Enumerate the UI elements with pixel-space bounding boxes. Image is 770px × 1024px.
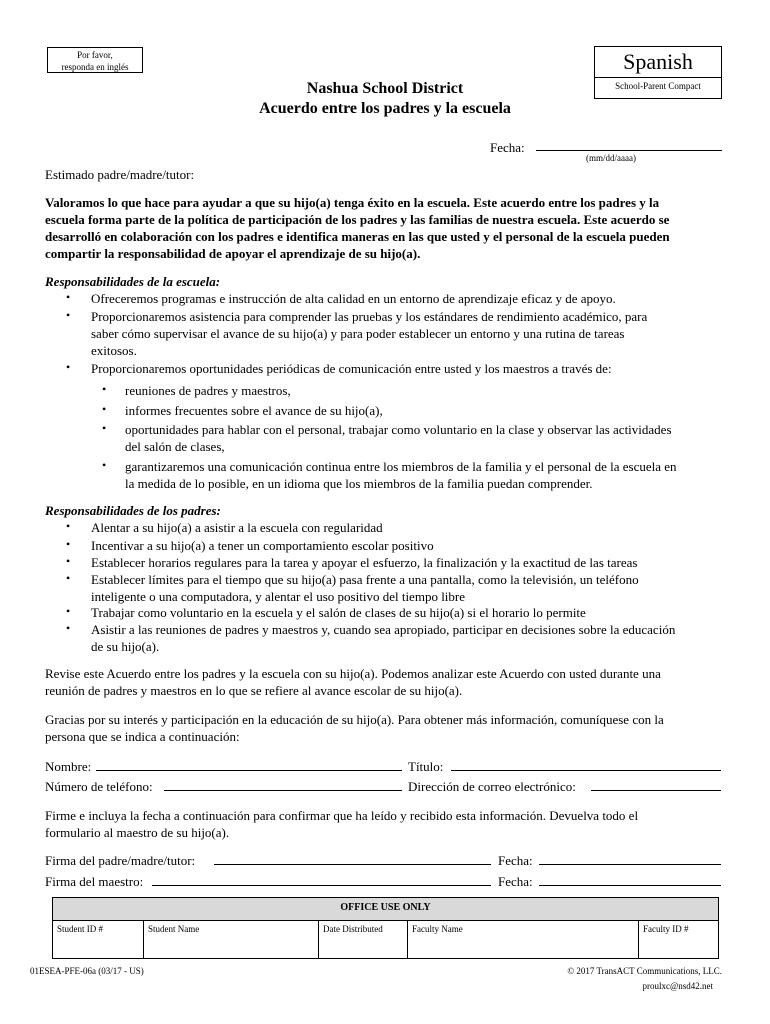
paragraph-line: formulario al maestro de su hijo(a).: [45, 825, 230, 840]
date-format-hint: (mm/dd/aaaa): [586, 153, 636, 163]
review-paragraph: [45, 665, 661, 699]
bullet-icon: •: [66, 621, 71, 635]
faculty-name-cell[interactable]: Faculty Name: [408, 921, 639, 959]
student-name-cell[interactable]: Student Name: [144, 921, 319, 959]
parent-item: [91, 571, 639, 605]
compact-type-label: School-Parent Compact: [615, 81, 701, 91]
name-field[interactable]: [96, 757, 402, 771]
phone-field[interactable]: [164, 777, 402, 791]
item-line: garantizaremos una comunicación continua entre los miembros de la familia y el personal de la escuela en: [125, 459, 677, 474]
bullet-icon: •: [66, 537, 71, 551]
copyright: © 2017 TransACT Communications, LLC.: [567, 966, 722, 976]
bullet-icon: •: [66, 554, 71, 568]
date-label: Fecha:: [490, 140, 525, 155]
parent-date-label: Fecha:: [498, 853, 533, 868]
office-use-header: OFFICE USE ONLY: [53, 898, 719, 921]
bullet-icon: •: [102, 382, 107, 396]
paragraph-line: Revise este Acuerdo entre los padres y la escuela con su hijo(a). Podemos analizar este Acuerdo con usted durante una: [45, 666, 661, 681]
parent-signature-label: Firma del padre/madre/tutor:: [45, 853, 196, 868]
date-field[interactable]: [536, 138, 722, 151]
school-item: Ofreceremos programas e instrucción de alta calidad en un entorno de aprendizaje eficaz y de apoyo.: [91, 291, 616, 306]
parent-item: Incentivar a su hijo(a) a tener un comportamiento escolar positivo: [91, 538, 434, 553]
item-line: exitosos.: [91, 343, 137, 358]
school-item: Proporcionaremos oportunidades periódicas de comunicación entre usted y los maestros a través de:: [91, 361, 612, 376]
respond-in-english-box: [47, 47, 143, 73]
parent-signature-field[interactable]: [214, 851, 491, 865]
bullet-icon: •: [66, 360, 71, 374]
intro-line: compartir la responsabilidad de apoyar el aprendizaje de su hijo(a).: [45, 246, 421, 261]
intro-paragraph: [45, 194, 670, 262]
office-use-table: [52, 897, 719, 959]
thanks-paragraph: [45, 711, 664, 745]
item-line: oportunidades para hablar con el personal, trabajar como voluntario en la clase y observar las actividades: [125, 422, 672, 437]
contact-email: proulxc@nsd42.net: [642, 981, 713, 991]
sign-instructions: [45, 807, 638, 841]
respond-line-2: responda en inglés: [61, 62, 129, 72]
faculty-id-cell[interactable]: Faculty ID #: [639, 921, 719, 959]
school-subitem: reuniones de padres y maestros,: [125, 383, 291, 398]
school-subitem: [125, 458, 677, 492]
name-label: Nombre:: [45, 759, 92, 774]
respond-line-1: Por favor,: [77, 50, 113, 60]
item-line: Proporcionaremos asistencia para comprender las pruebas y los estándares de rendimiento académico, para: [91, 309, 648, 324]
bullet-icon: •: [66, 308, 71, 322]
bullet-icon: •: [102, 421, 107, 435]
item-line: de su hijo(a).: [91, 639, 160, 654]
school-subitem: informes frecuentes sobre el avance de su hijo(a),: [125, 403, 383, 418]
paragraph-line: persona que se indica a continuación:: [45, 729, 240, 744]
school-responsibilities-heading: Responsabilidades de la escuela:: [45, 274, 221, 289]
parent-item: Establecer horarios regulares para la tarea y apoyar el esfuerzo, la finalización y la exactitud de las tareas: [91, 555, 638, 570]
parent-item: Alentar a su hijo(a) a asistir a la escuela con regularidad: [91, 520, 383, 535]
item-line: la medida de lo posible, en un idioma que los miembros de la familia puedan comprender.: [125, 476, 593, 491]
intro-line: desarrolló en colaboración con los padres e identifica maneras en las que usted y el personal de la escuela pueden: [45, 229, 670, 244]
teacher-date-label: Fecha:: [498, 874, 533, 889]
bullet-icon: •: [66, 604, 71, 618]
student-id-cell[interactable]: Student ID #: [53, 921, 144, 959]
form-code: 01ESEA-PFE-06a (03/17 - US): [30, 966, 144, 976]
intro-line: escuela forma parte de la política de participación de los padres y las familias de nuestra escuela. Este acuerdo se: [45, 212, 670, 227]
item-line: saber cómo supervisar el avance de su hijo(a) y para poder establecer un entorno y una rutina de tareas: [91, 326, 625, 341]
bullet-icon: •: [66, 571, 71, 585]
teacher-signature-label: Firma del maestro:: [45, 874, 144, 889]
item-line: Asistir a las reuniones de padres y maestros y, cuando sea apropiado, participar en decisiones sobre la educación: [91, 622, 676, 637]
bullet-icon: •: [102, 402, 107, 416]
paragraph-line: Firme e incluya la fecha a continuación para confirmar que ha leído y recibido esta información. Devuelva todo el: [45, 808, 639, 823]
title-label: Título:: [408, 759, 444, 774]
school-item: [91, 308, 647, 359]
greeting: Estimado padre/madre/tutor:: [45, 167, 195, 182]
item-line: inteligente o una computadora, y alentar el uso positivo del tiempo libre: [91, 589, 466, 604]
teacher-signature-field[interactable]: [152, 872, 491, 886]
intro-line: Valoramos lo que hace para ayudar a que su hijo(a) tenga éxito en la escuela. Este acuerdo entre los padres y la: [45, 195, 660, 210]
parent-date-field[interactable]: [539, 851, 721, 865]
language-label: Spanish: [623, 49, 693, 74]
bullet-icon: •: [66, 290, 71, 304]
title-field[interactable]: [451, 757, 721, 771]
parent-responsibilities-heading: Responsabilidades de los padres:: [45, 503, 221, 518]
phone-label: Número de teléfono:: [45, 779, 153, 794]
parent-item: Trabajar como voluntario en la escuela y el salón de clases de su hijo(a) si el horario lo permite: [91, 605, 586, 620]
email-label: Dirección de correo electrónico:: [408, 779, 576, 794]
bullet-icon: •: [102, 458, 107, 472]
paragraph-line: Gracias por su interés y participación en la educación de su hijo(a). Para obtener más información, comuníquese con la: [45, 712, 664, 727]
language-box-divider: [595, 77, 721, 78]
date-distributed-cell[interactable]: Date Distributed: [319, 921, 408, 959]
bullet-icon: •: [66, 519, 71, 533]
page-title: Acuerdo entre los padres y la escuela: [259, 100, 511, 117]
email-field[interactable]: [591, 777, 721, 791]
teacher-date-field[interactable]: [539, 872, 721, 886]
item-line: Establecer límites para el tiempo que su hijo(a) pasa frente a una pantalla, como la televisión, un teléfono: [91, 572, 639, 587]
school-subitem: [125, 421, 672, 455]
paragraph-line: reunión de padres y maestros en lo que se refiere al avance escolar de su hijo(a).: [45, 683, 463, 698]
parent-item: [91, 621, 675, 655]
item-line: del salón de clases,: [125, 439, 225, 454]
district-title: Nashua School District: [306, 80, 464, 97]
